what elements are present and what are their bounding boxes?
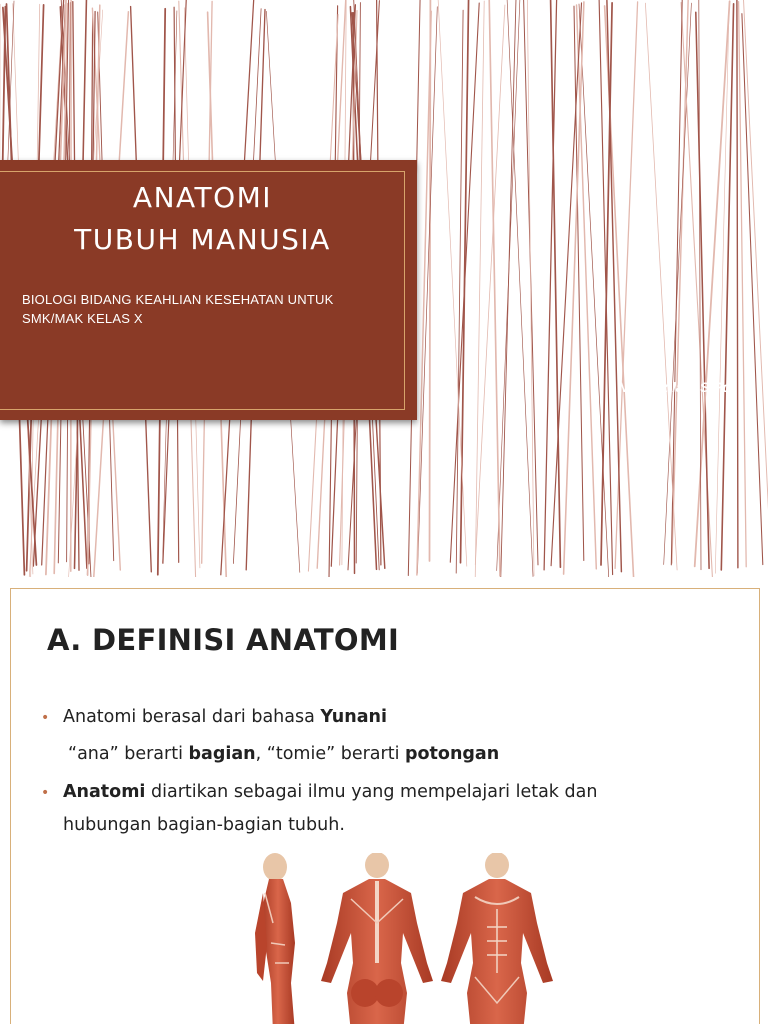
background-line [744, 0, 768, 564]
bullet-1-bold-yunani: Yunani [320, 707, 387, 727]
bullet-2-text: diartikan sebagai ilmu yang mempelajari letak dan [145, 782, 598, 802]
tomie-text: , “tomie” berarti [255, 744, 405, 764]
ana-text: “ana” berarti [68, 744, 189, 764]
background-line [417, 7, 437, 574]
bullet-2-line-2: hubungan bagian-bagian tubuh. [63, 815, 345, 835]
content-slide [10, 588, 760, 1024]
background-line [664, 3, 692, 564]
bullet-marker-2: • [41, 785, 50, 801]
bullet-2-line-1 [63, 782, 597, 802]
potongan-bold: potongan [405, 744, 500, 764]
subtitle-line-2: SMK/MAK KELAS X [22, 311, 143, 326]
side-view-muscle-figure [255, 853, 295, 1024]
bullet-1-line-1 [63, 707, 387, 727]
bullet-marker-1: • [41, 710, 50, 726]
anatomi-bold: Anatomi [63, 782, 146, 802]
background-line [489, 0, 500, 576]
bagian-bold: bagian [188, 744, 256, 764]
title-line-1: ANATOMI [132, 181, 273, 214]
subtitle-line-1: BIOLOGI BIDANG KEAHLIAN KESEHATAN UNTUK [22, 292, 334, 307]
slide-heading: A. DEFINISI ANATOMI [47, 623, 400, 657]
background-line [696, 12, 709, 568]
background-line [737, 0, 738, 568]
author-name: Nur Jazilah, S.Pd. [617, 379, 735, 395]
muscle-figures-illustration [207, 853, 557, 1024]
title-line-2: TUBUH MANUSIA [74, 223, 331, 256]
subtitle [22, 290, 392, 328]
front-view-muscle-figure [441, 853, 553, 1024]
background-line [461, 0, 469, 563]
background-line [645, 3, 677, 570]
background-line [507, 0, 533, 577]
background-line [497, 0, 520, 571]
background-line [475, 1, 484, 577]
bullet-1-line-2 [68, 744, 499, 764]
back-view-muscle-figure [321, 853, 433, 1024]
background-line [527, 0, 534, 576]
bullet-1-text: Anatomi berasal dari bahasa [63, 707, 321, 727]
